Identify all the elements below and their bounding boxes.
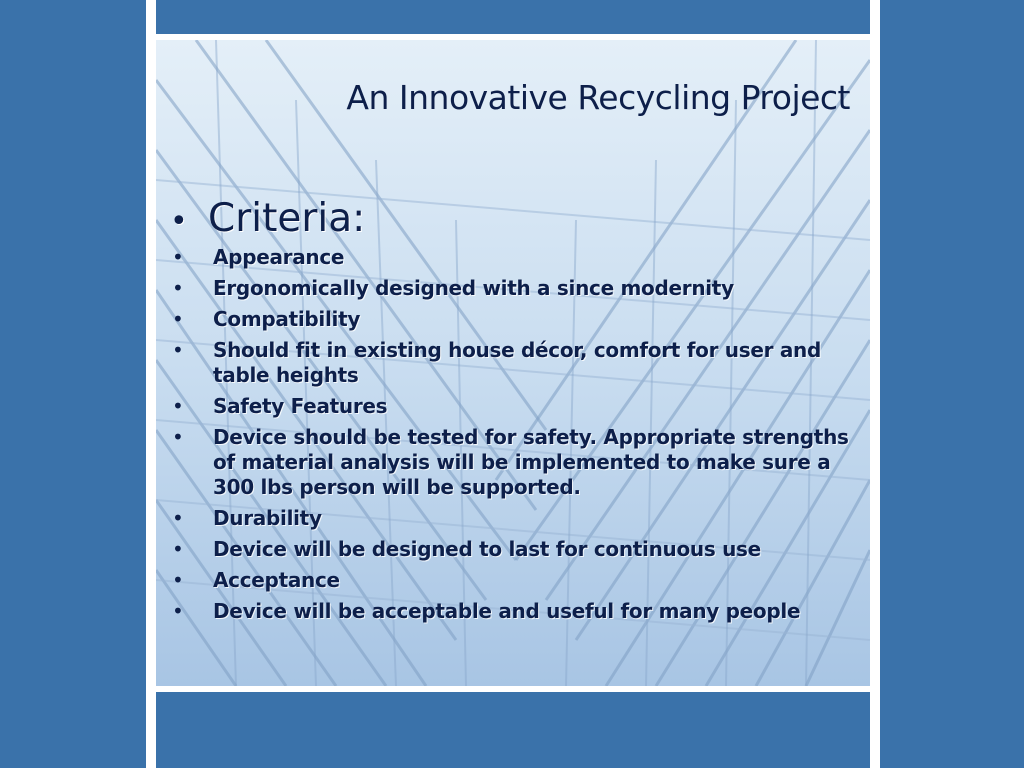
slide-title: An Innovative Recycling Project <box>346 78 850 117</box>
list-item-text: Device will be designed to last for continuous use <box>213 537 761 561</box>
criteria-list <box>170 196 860 630</box>
list-item <box>170 338 860 388</box>
list-item-text: Acceptance <box>213 568 340 592</box>
list-item <box>170 537 860 562</box>
bullet-icon: • <box>172 245 184 269</box>
bullet-icon: • <box>172 307 184 331</box>
list-item-text: Safety Features <box>213 394 388 418</box>
bullet-icon: • <box>172 506 184 530</box>
list-item <box>170 599 860 624</box>
bullet-icon: • <box>172 425 184 449</box>
bullet-icon: • <box>172 568 184 592</box>
list-item-text: Durability <box>213 506 322 530</box>
bullet-icon: • <box>172 276 184 300</box>
list-item-text: Should fit in existing house décor, comfort for user and table heights <box>213 338 821 387</box>
criteria-heading: Criteria: <box>208 196 366 241</box>
list-item <box>170 307 860 332</box>
list-item-text: Compatibility <box>213 307 361 331</box>
bullet-icon: • <box>172 338 184 362</box>
list-item <box>170 394 860 419</box>
list-item <box>170 245 860 270</box>
list-item <box>170 425 860 500</box>
list-item <box>170 506 860 531</box>
bullet-icon: • <box>172 537 184 561</box>
bullet-icon: • <box>172 599 184 623</box>
list-item-text: Device will be acceptable and useful for many people <box>213 599 801 623</box>
list-item-text: Device should be tested for safety. Appropriate strengths of material analysis will be implemented to make sure a 300 lbs person will be supported. <box>213 425 849 499</box>
bullet-icon: • <box>172 394 184 418</box>
bullet-icon: • <box>170 204 188 239</box>
list-item-text: Ergonomically designed with a since modernity <box>213 276 734 300</box>
list-item-text: Appearance <box>213 245 345 269</box>
bottom-band <box>156 692 870 768</box>
criteria-heading-row <box>170 196 860 241</box>
top-band <box>156 0 870 34</box>
list-item <box>170 276 860 301</box>
list-item <box>170 568 860 593</box>
